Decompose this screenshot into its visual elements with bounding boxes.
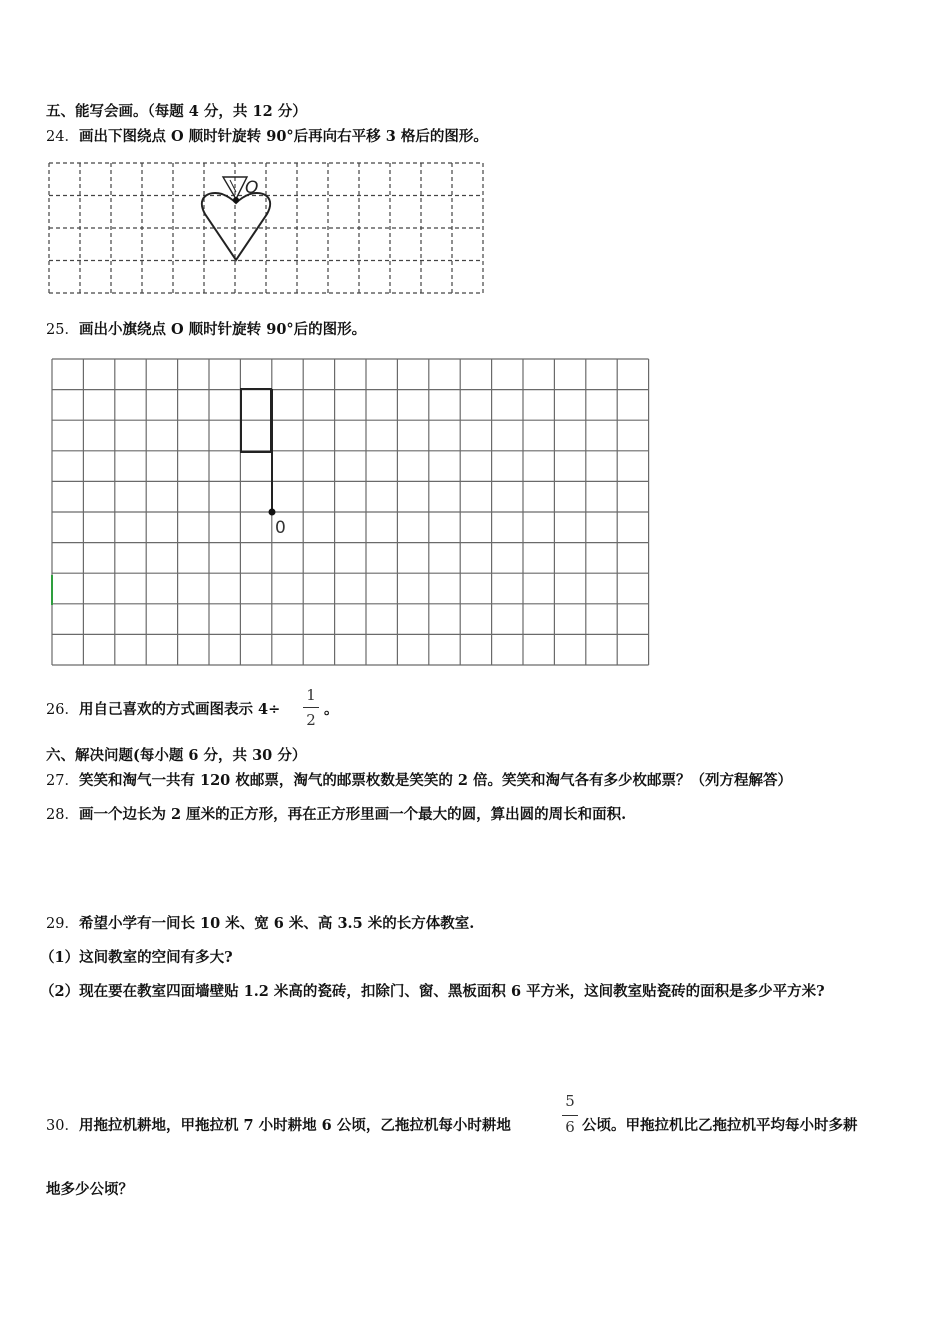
- q27-text: 笑笑和淘气一共有 120 枚邮票，淘气的邮票枚数是笑笑的 2 倍。笑笑和淘气各有多少枚邮票？（列方程解答）: [78, 772, 792, 789]
- q26-frac-denominator: 2: [306, 711, 316, 729]
- q25-number: 25．: [46, 322, 79, 338]
- q30-frac-denominator: 6: [565, 1118, 575, 1136]
- q28-prompt: [46, 806, 626, 824]
- q30-prompt: [46, 1117, 511, 1135]
- q30-text-after: 公顷。甲拖拉机比乙拖拉机平均每小时多耕: [582, 1117, 858, 1134]
- q29-sub1: （1）这间教室的空间有多大?: [40, 949, 233, 966]
- q26-number: 26．: [46, 702, 79, 718]
- q26-prompt: [46, 701, 280, 719]
- q29-prompt: [46, 915, 474, 933]
- q24-number: 24．: [46, 129, 79, 145]
- q30-frac-bar: [562, 1115, 578, 1116]
- q26-text-before: 用自己喜欢的方式画图表示 4÷: [78, 701, 281, 718]
- q30-text-cont: 地多少公顷？: [46, 1181, 133, 1198]
- q29-sub2: （2）现在要在教室四面墙壁贴 1.2 米高的瓷砖，扣除门、窗、黑板面积 6 平方米，这间教室贴瓷砖的面积是多少平方米?: [40, 983, 825, 1000]
- q30-frac-numerator: 5: [565, 1092, 575, 1110]
- q27-number: 27．: [46, 773, 79, 789]
- q29-number: 29．: [46, 916, 79, 932]
- q26-frac-bar: [303, 707, 319, 708]
- q24-text: 画出下图绕点 O 顺时针旋转 90°后再向右平移 3 格后的图形。: [78, 128, 488, 145]
- q28-number: 28．: [46, 807, 79, 823]
- q26-frac-numerator: 1: [306, 686, 316, 704]
- point-o-label: O: [245, 178, 259, 198]
- q30-text-before: 用拖拉机耕地，甲拖拉机 7 小时耕地 6 公顷，乙拖拉机每小时耕地: [78, 1117, 511, 1134]
- q27-prompt: [46, 772, 792, 790]
- section5-heading: 五、能写会画。（每题 4 分，共 12 分）: [46, 103, 307, 120]
- point-0-label: 0: [275, 518, 286, 538]
- q25-text: 画出小旗绕点 O 顺时针旋转 90°后的图形。: [78, 321, 367, 338]
- q30-number: 30．: [46, 1118, 79, 1134]
- q29-text: 希望小学有一间长 10 米、宽 6 米、高 3.5 米的长方体教室.: [78, 915, 475, 932]
- q26-text-after: 。: [324, 701, 339, 718]
- section6-heading: 六、解决问题(每小题 6 分，共 30 分）: [46, 747, 307, 764]
- point-0-dot: [269, 509, 276, 516]
- q28-text: 画一个边长为 2 厘米的正方形，再在正方形里画一个最大的圆，算出圆的周长和面积.: [78, 806, 627, 823]
